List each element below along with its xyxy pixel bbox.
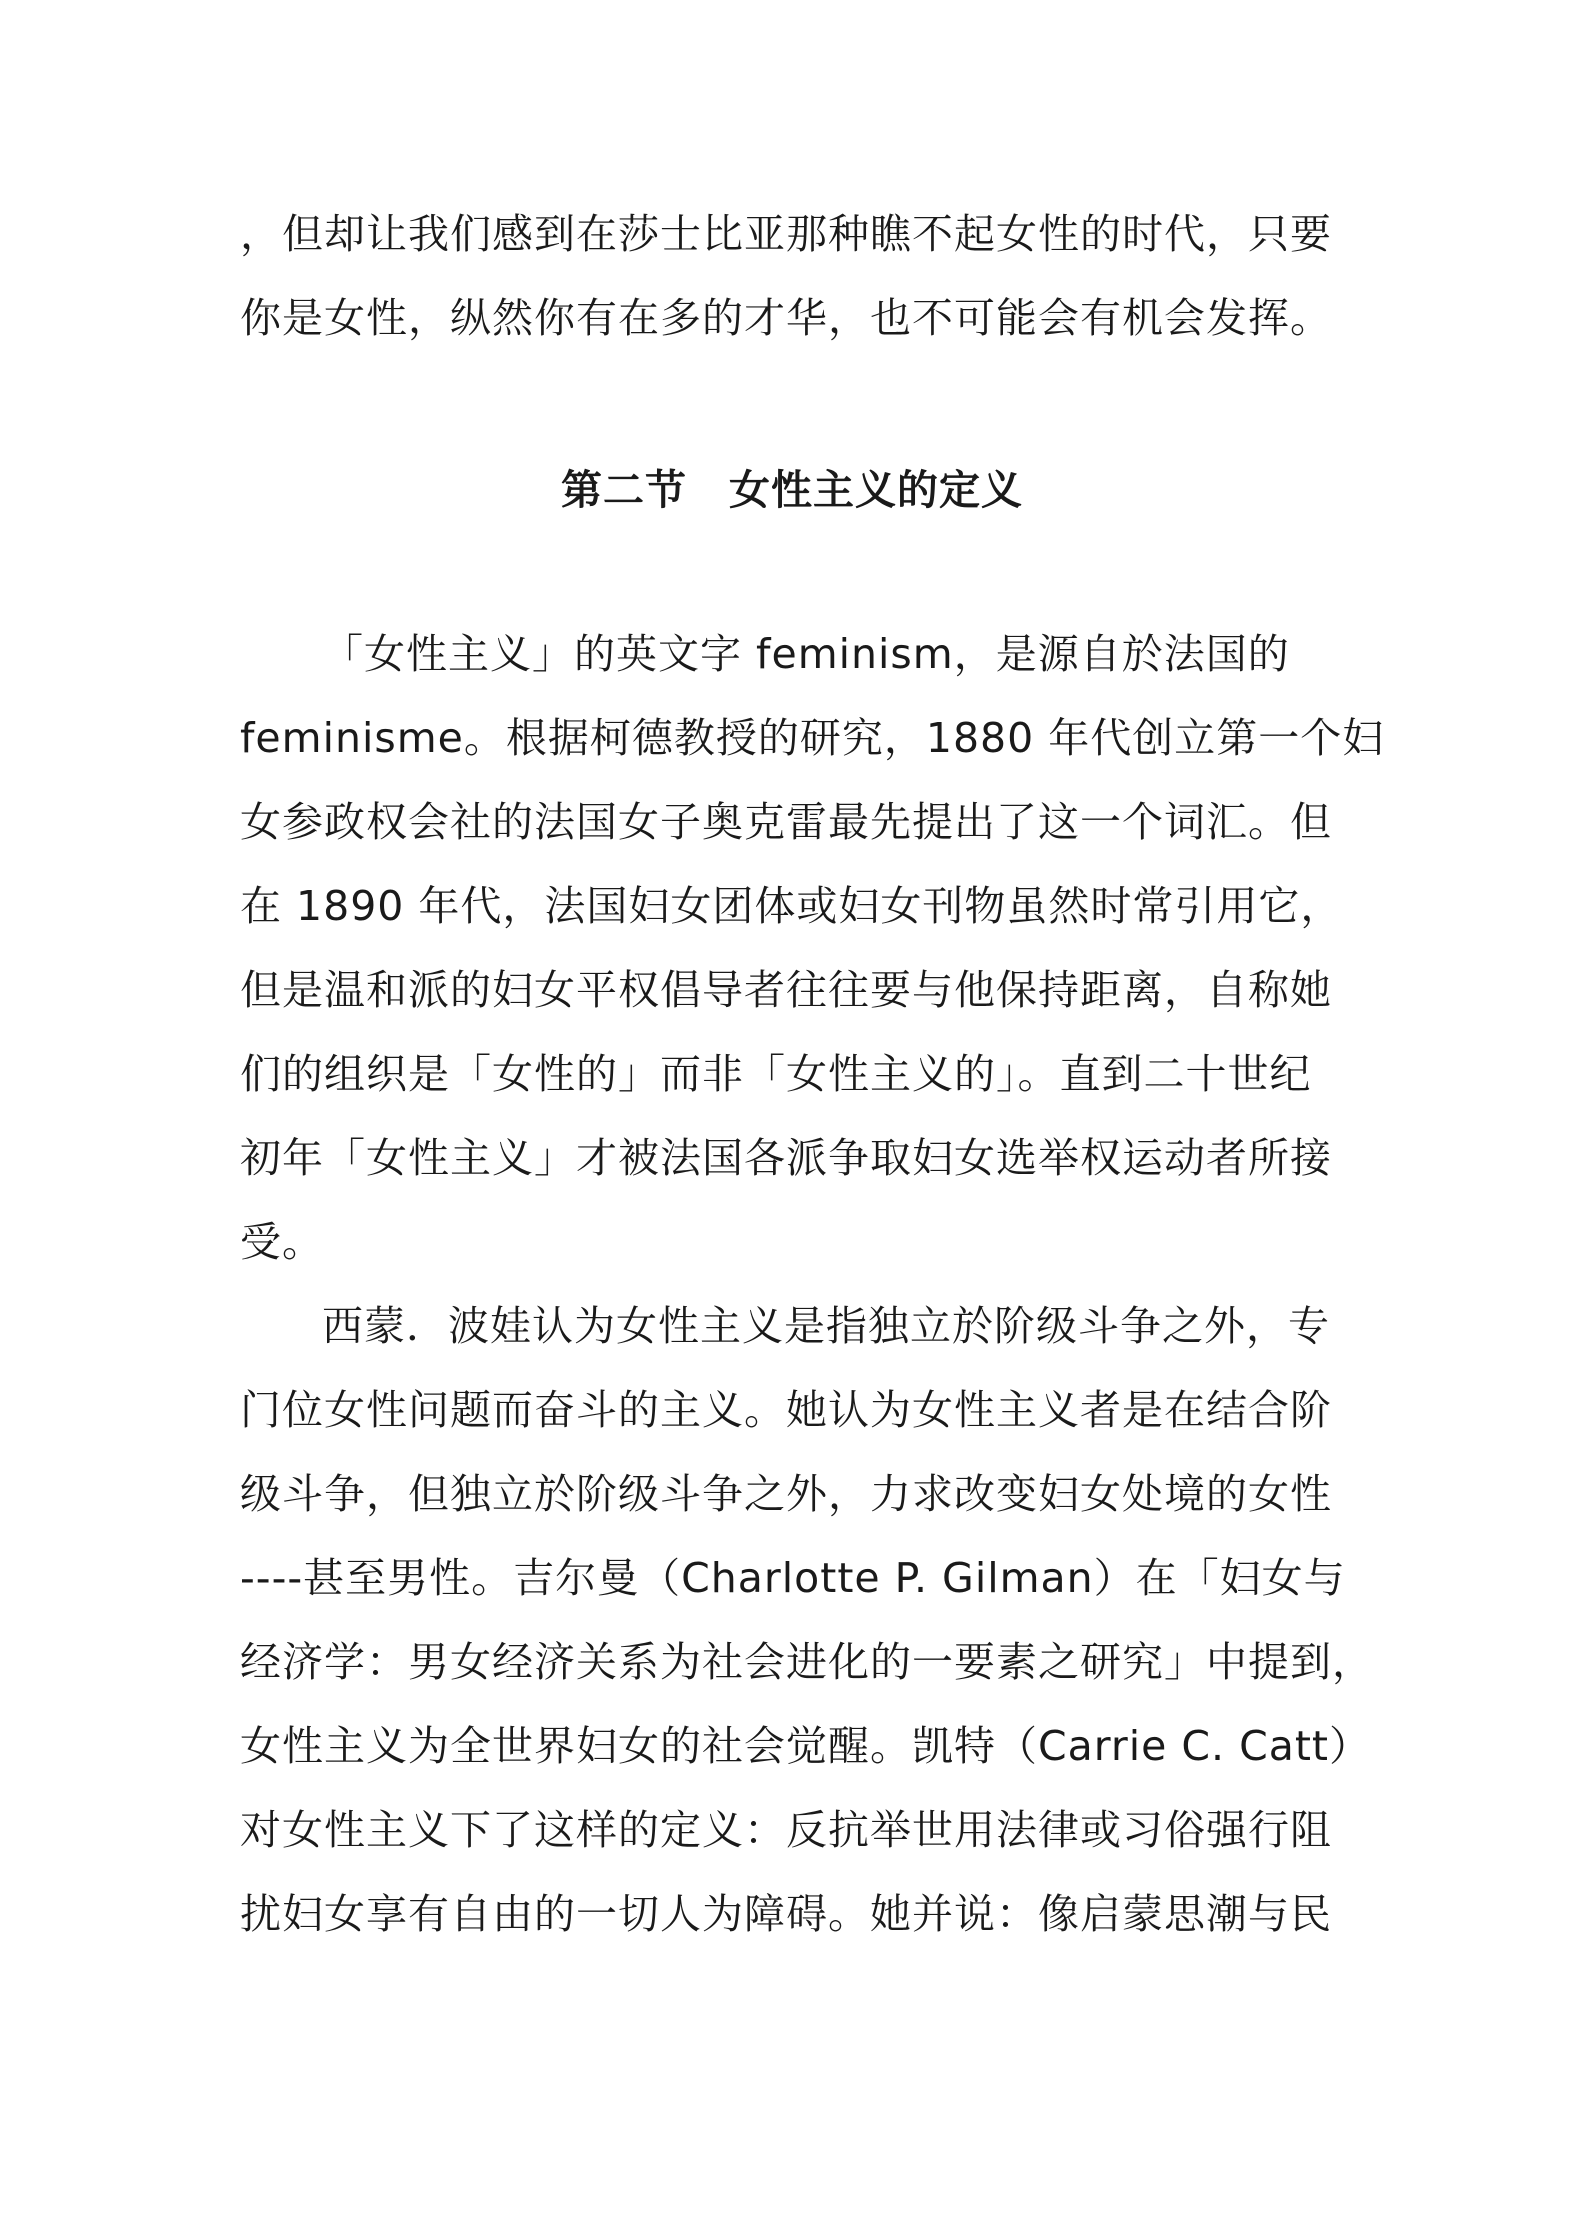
section-heading: 第二节 女性主义的定义 xyxy=(561,466,1023,514)
text-line: ，但却让我们感到在莎士比亚那种瞧不起女性的时代，只要 xyxy=(240,210,1332,258)
text-line: 对女性主义下了这样的定义：反抗举世用法律或习俗强行阻 xyxy=(240,1806,1332,1854)
text-line: 女参政权会社的法国女子奥克雷最先提出了这一个词汇。但 xyxy=(240,798,1332,846)
text-line: ----甚至男性。吉尔曼（Charlotte P. Gilman）在「妇女与 xyxy=(240,1554,1346,1602)
text-line: 你是女性，纵然你有在多的才华，也不可能会有机会发挥。 xyxy=(240,294,1332,342)
text-line: 女性主义为全世界妇女的社会觉醒。凯特（Carrie C. Catt） xyxy=(240,1722,1371,1770)
paragraph-feminism-definitions xyxy=(240,1284,1374,1956)
text-line: 经济学：男女经济关系为社会进化的一要素之研究」中提到， xyxy=(240,1638,1374,1686)
text-line: 受。 xyxy=(240,1218,324,1266)
text-line: 在 1890 年代，法国妇女团体或妇女刊物虽然时常引用它， xyxy=(240,882,1343,930)
text-line: 但是温和派的妇女平权倡导者往往要与他保持距离，自称她 xyxy=(240,966,1332,1014)
text-line: 扰妇女享有自由的一切人为障碍。她并说：像启蒙思潮与民 xyxy=(240,1890,1332,1938)
text-line: 西蒙．波娃认为女性主义是指独立於阶级斗争之外，专 xyxy=(322,1302,1330,1350)
text-line: 初年「女性主义」才被法国各派争取妇女选举权运动者所接 xyxy=(240,1134,1332,1182)
text-line: 们的组织是「女性的」而非「女性主义的」。直到二十世纪 xyxy=(240,1050,1312,1098)
intro-paragraph xyxy=(240,192,1350,360)
text-line: 「女性主义」的英文字 feminism，是源自於法国的 xyxy=(322,630,1290,678)
paragraph-feminism-origin xyxy=(240,612,1385,1284)
text-line: 门位女性问题而奋斗的主义。她认为女性主义者是在结合阶 xyxy=(240,1386,1332,1434)
text-line: feminisme。根据柯德教授的研究，1880 年代创立第一个妇 xyxy=(240,714,1385,762)
body-text xyxy=(240,612,1385,1956)
text-line: 级斗争，但独立於阶级斗争之外，力求改变妇女处境的女性 xyxy=(240,1470,1332,1518)
